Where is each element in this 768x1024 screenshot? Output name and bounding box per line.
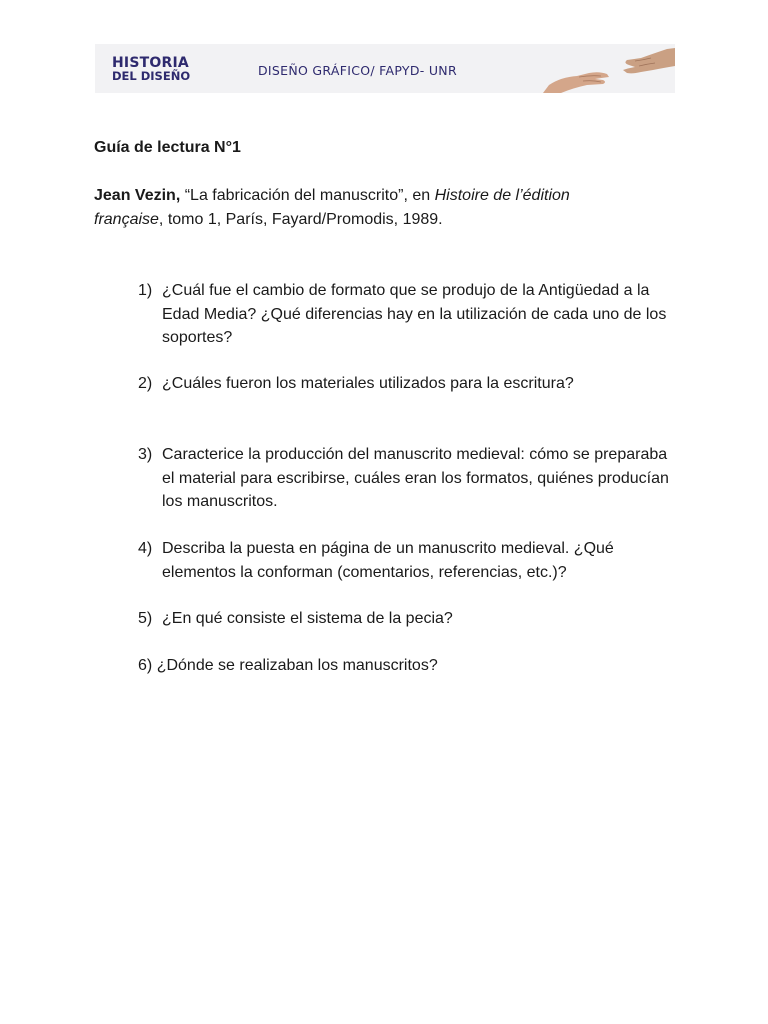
question-text: ¿Dónde se realizaban los manuscritos?: [156, 657, 438, 674]
question-text: ¿En qué consiste el sistema de la pecia?: [162, 610, 453, 627]
citation-text-2: , tomo 1, París, Fayard/Promodis, 1989.: [158, 211, 443, 228]
bibliographic-citation: [94, 184, 694, 232]
question-number: 4): [138, 540, 153, 557]
question-item: [138, 537, 678, 584]
citation-text-1: “La fabricación del manuscrito”, en: [180, 187, 435, 204]
question-number: 5): [138, 610, 153, 627]
question-item: [138, 443, 678, 514]
citation-author: Jean Vezin,: [94, 187, 181, 204]
logo-line-2: DEL DISEÑO: [112, 69, 191, 83]
question-number: 2): [138, 375, 153, 392]
question-text: Describa la puesta en página de un manuscrito medieval. ¿Qué elementos la conforman (comentarios, referencias, etc.)?: [162, 540, 614, 581]
creation-of-adam-hands-icon: [543, 44, 675, 93]
citation-work-title-2: française: [94, 211, 159, 228]
question-text: ¿Cuál fue el cambio de formato que se produjo de la Antigüedad a la Edad Media? ¿Qué diferencias hay en la utilización de cada uno de los soportes?: [162, 282, 667, 346]
question-item: [138, 279, 678, 350]
question-number: 1): [138, 282, 153, 299]
question-number: 3): [138, 446, 153, 463]
question-item: [138, 372, 678, 396]
question-text: ¿Cuáles fueron los materiales utilizados para la escritura?: [162, 375, 574, 392]
historia-del-diseno-logo: [112, 56, 190, 83]
header-subtitle: DISEÑO GRÁFICO/ FAPYD- UNR: [258, 63, 457, 78]
citation-work-title-1: Histoire de l’édition: [434, 187, 570, 204]
question-number: 6): [138, 657, 153, 674]
question-item: [138, 654, 678, 678]
logo-line-1: HISTORIA: [112, 55, 189, 71]
header-banner: [95, 44, 675, 93]
question-item: [138, 607, 678, 631]
document-title: Guía de lectura N°1: [94, 139, 241, 156]
question-text: Caracterice la producción del manuscrito medieval: cómo se preparaba el material para escribirse, cuáles eran los formatos, quiénes producían los manuscritos.: [162, 446, 669, 510]
